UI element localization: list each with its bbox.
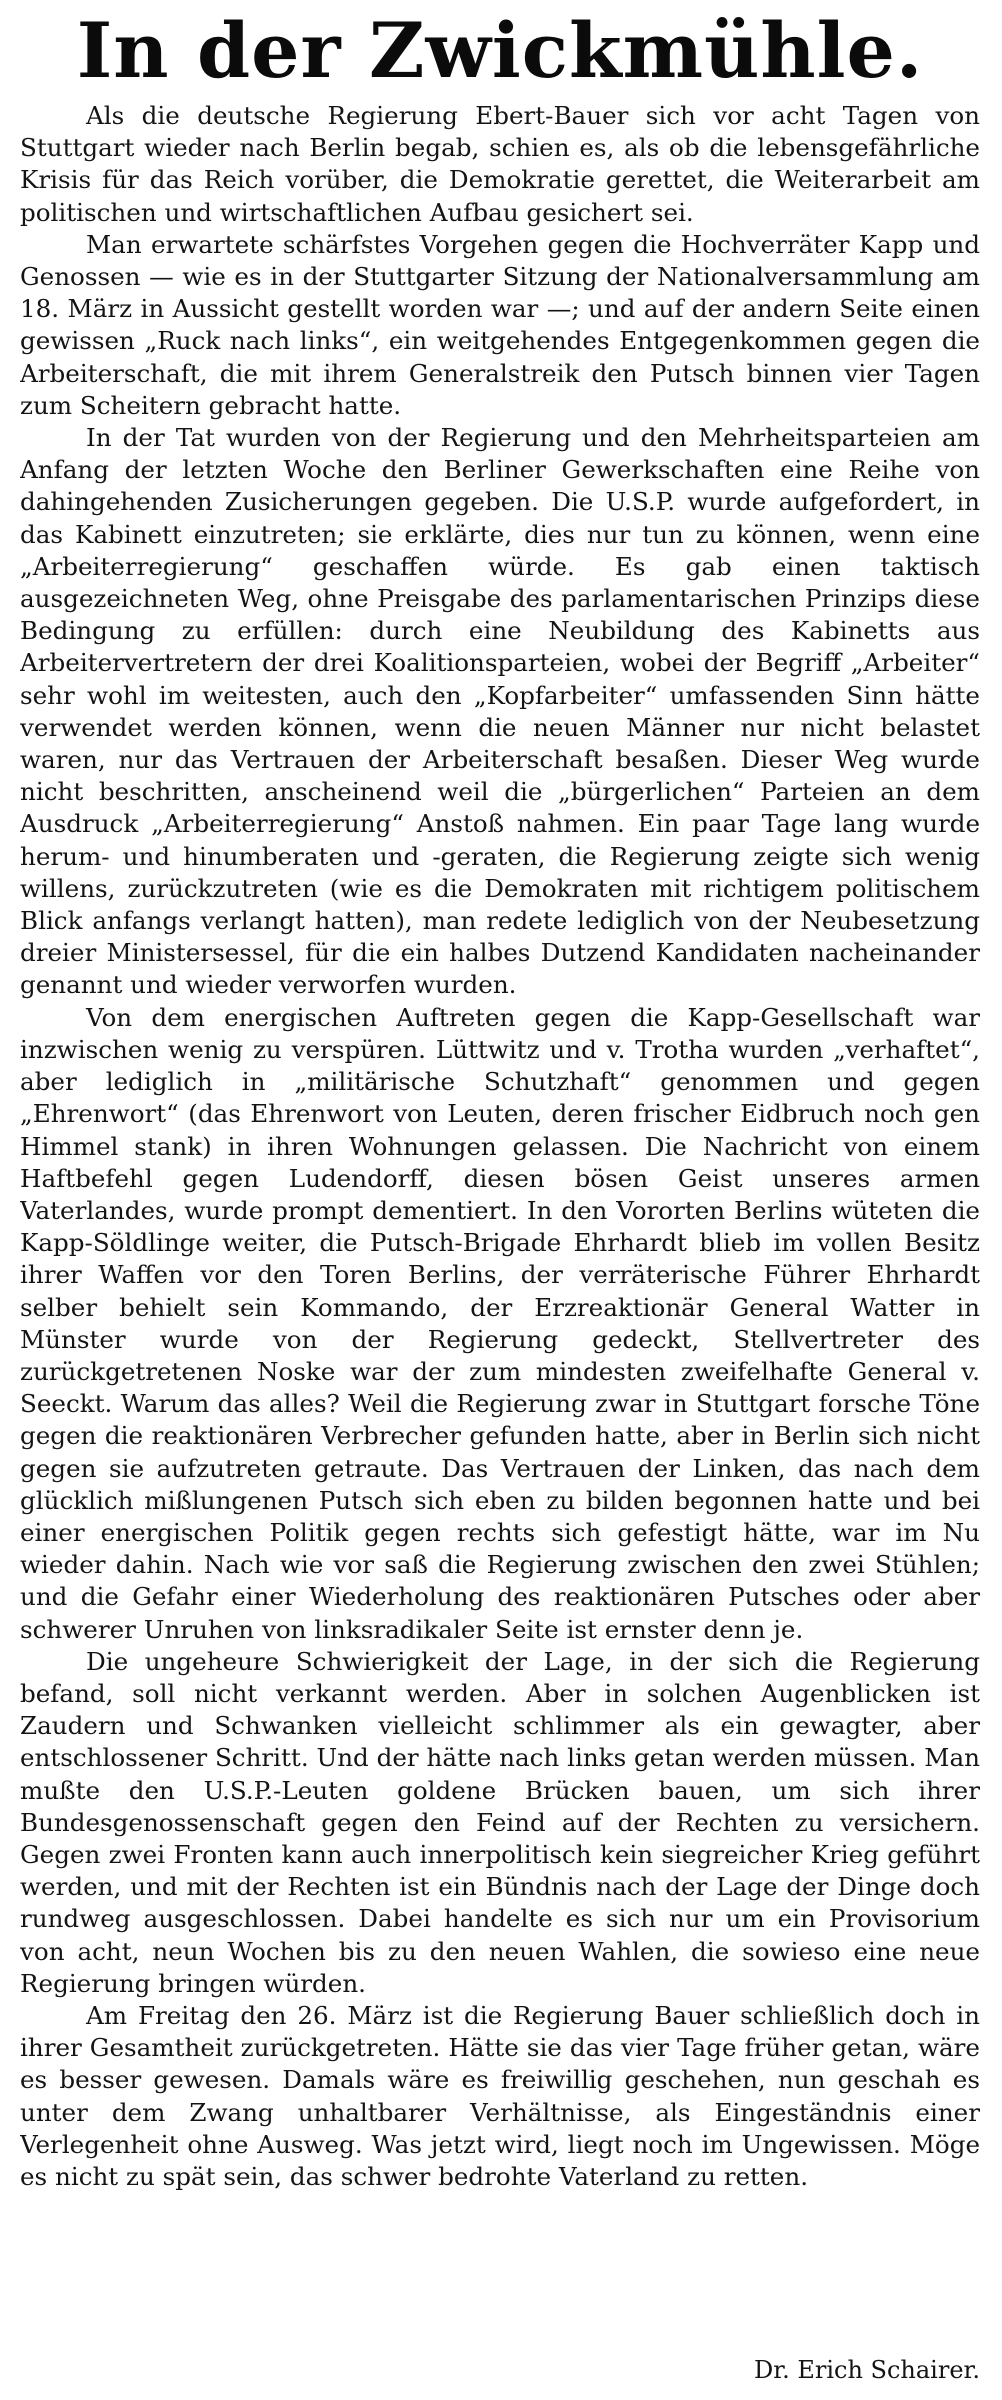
author-byline: Dr. Erich Schairer.	[754, 2356, 980, 2384]
article-paragraph: Von dem energischen Auftreten gegen die Kapp-Gesellschaft war inzwischen wenig zu verspüren. Lüttwitz und v. Trotha wurden „verhaftet“, aber lediglich in „militärische Schutzhaft“ genommen und gegen „Ehrenwort“ (das Ehrenwort von Leuten, deren frischer Eidbruch noch gen Himmel stank) in ihren Wohnungen gelassen. Die Nachricht von einem Haftbefehl gegen Ludendorff, diesen bösen Geist unseres armen Vaterlandes, wurde prompt dementiert. In den Vororten Berlins wüteten die Kapp-Söldlinge weiter, die Putsch-Brigade Ehrhardt blieb im vollen Besitz ihrer Waffen vor den Toren Berlins, der verräterische Führer Ehrhardt selber behielt sein Kommando, der Erzreaktionär General Watter in Münster wurde von der Regierung gedeckt, Stellvertreter des zurückgetretenen Noske war der zum mindesten zweifelhafte General v. Seeckt. Warum das alles? Weil die Regierung zwar in Stuttgart forsche Töne gegen die reaktionären Verbrecher gefunden hatte, aber in Berlin sich nicht gegen sie aufzutreten getraute. Das Vertrauen der Linken, das nach dem glücklich mißlungenen Putsch sich eben zu bilden begonnen hatte und bei einer energischen Politik gegen rechts sich gefestigt hätte, war im Nu wieder dahin. Nach wie vor saß die Regierung zwischen den zwei Stühlen; und die Gefahr einer Wiederholung des reaktionären Putsches oder aber schwerer Unruhen von linksradikaler Seite ist ernster denn je.	[20, 1002, 980, 1644]
article-title: In der Zwickmühle.	[76, 6, 924, 95]
article-paragraph: Als die deutsche Regierung Ebert-Bauer sich vor acht Tagen von Stuttgart wieder nach Berlin begab, schien es, als ob die lebensgefährliche Krisis für das Reich vorüber, die Demokratie gerettet, die Weiterarbeit am politischen und wirtschaftlichen Aufbau gesichert sei.	[20, 101, 980, 227]
article-paragraph: In der Tat wurden von der Regierung und den Mehrheitsparteien am Anfang der letzten Woche den Berliner Gewerkschaften eine Reihe von dahingehenden Zusicherungen gegeben. Die U.S.P. wurde aufgefordert, in das Kabinett einzutreten; sie erklärte, dies nur tun zu können, wenn eine „Arbeiterregierung“ geschaffen würde. Es gab einen taktisch ausgezeichneten Weg, ohne Preisgabe des parlamentarischen Prinzips diese Bedingung zu erfüllen: durch eine Neubildung des Kabinetts aus Arbeitervertretern der drei Koalitionsparteien, wobei der Begriff „Arbeiter“ sehr wohl im weitesten, auch den „Kopfarbeiter“ umfassenden Sinn hätte verwendet werden können, wenn die neuen Männer nur nicht belastet waren, nur das Vertrauen der Arbeiterschaft besaßen. Dieser Weg wurde nicht beschritten, anscheinend weil die „bürgerlichen“ Parteien an dem Ausdruck „Arbeiterregierung“ Anstoß nahmen. Ein paar Tage lang wurde herum- und hinumberaten und -geraten, die Regierung zeigte sich wenig willens, zurückzutreten (wie es die Demokraten mit richtigem politischem Blick anfangs verlangt hatten), man redete lediglich von der Neubesetzung dreier Ministersessel, für die ein halbes Dutzend Kandidaten nacheinander genannt und wieder verworfen wurden.	[20, 423, 980, 1000]
article-paragraph: Die ungeheure Schwierigkeit der Lage, in der sich die Regierung befand, soll nicht verkannt werden. Aber in solchen Augenblicken ist Zaudern und Schwanken vielleicht schlimmer als ein gewagter, aber entschlossener Schritt. Und der hätte nach links getan werden müssen. Man mußte den U.S.P.-Leuten goldene Brücken bauen, um sich ihrer Bundesgenossenschaft gegen den Feind auf der Rechten zu versichern. Gegen zwei Fronten kann auch innerpolitisch kein siegreicher Krieg geführt werden, und mit der Rechten ist ein Bündnis nach der Lage der Dinge doch rundweg ausgeschlossen. Dabei handelte es sich nur um ein Provisorium von acht, neun Wochen bis zu den neuen Wahlen, die sowieso eine neue Regierung bringen würden.	[20, 1646, 980, 1998]
article-body	[20, 100, 980, 2325]
article-paragraph: Am Freitag den 26. März ist die Regierung Bauer schließlich doch in ihrer Gesamtheit zurückgetreten. Hätte sie das vier Tage früher getan, wäre es besser gewesen. Damals wäre es freiwillig geschehen, nun geschah es unter dem Zwang unhaltbarer Verhältnisse, als Eingeständnis einer Verlegenheit ohne Ausweg. Was jetzt wird, liegt noch im Ungewissen. Möge es nicht zu spät sein, das schwer bedrohte Vaterland zu retten.	[20, 2000, 980, 2191]
article-paragraph: Man erwartete schärfstes Vorgehen gegen die Hochverräter Kapp und Genossen — wie es in der Stuttgarter Sitzung der Nationalversammlung am 18. März in Aussicht gestellt worden war —; und auf der andern Seite einen gewissen „Ruck nach links“, ein weitgehendes Entgegenkommen gegen die Arbeiterschaft, die mit ihrem Generalstreik den Putsch binnen vier Tagen zum Scheitern gebracht hatte.	[20, 229, 980, 420]
